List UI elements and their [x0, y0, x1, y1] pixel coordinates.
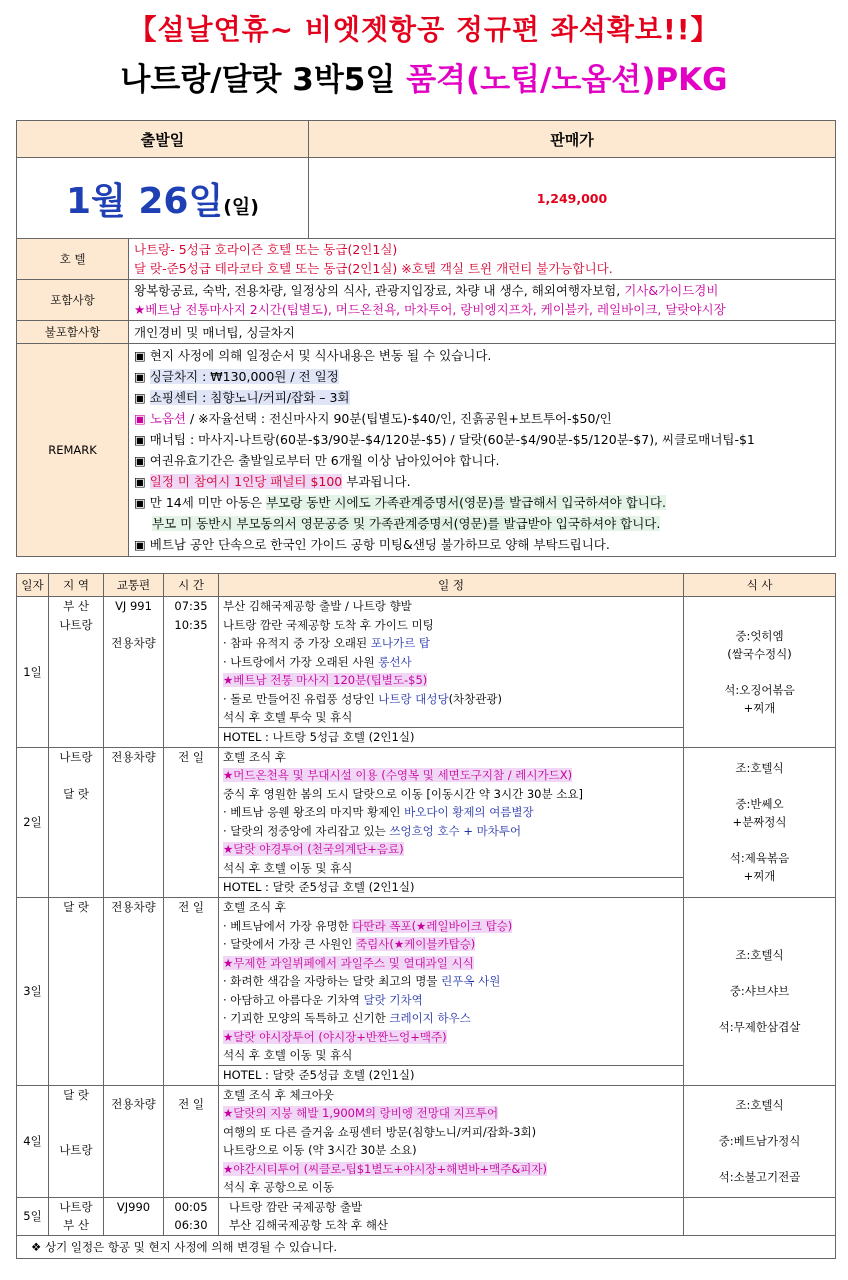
- table-row: 1일 부 산 나트랑 VJ 991 전용차량 07:35 10:35 부산 김해국제공항 출발 / 나트랑 향발 나트랑 깜란 국제공항 도착 후 가이드 미팅 · 참파 유적지 중 가장 오래된 포나가르 탑 · 나트랑에서 가장 오래된 사원 롱선사 ★베트남 전통 마사지 120분(팁별도-$5) · 돌로 만들어진 유럽풍 성당인 나트랑 대성당(차창관광) 석식 후 호텔 투숙 및 휴식 HOTEL : 나트랑 5성급 호텔 (2인1실) 중:엇히엠 (쌀국수정식) 석:오징어볶음 +찌개: [17, 597, 836, 748]
- footnote: ❖ 상기 일정은 항공 및 현지 사정에 의해 변경될 수 있습니다.: [17, 1235, 836, 1258]
- include-info: 왕복항공료, 숙박, 전용차량, 일정상의 식사, 관광지입장료, 차량 내 생수, 해외여행자보험, 기사&가이드경비 ★베트남 전통마사지 2시간(팁별도), 머드온천욕, 마차투어, 랑비엥지프차, 케이블카, 레일바이크, 달랏야시장: [129, 280, 836, 321]
- summary-table: [16, 120, 836, 557]
- col-region: 지 역: [49, 574, 104, 597]
- package-title-main: 나트랑/달랏 3박5일: [120, 62, 407, 98]
- col-day: 일자: [17, 574, 49, 597]
- hotel-info: 나트랑- 5성급 호라이즌 호텔 또는 동급(2인1실) 달 랏-준5성급 테라코타 호텔 또는 동급(2인1실) ※호텔 객실 트윈 개런티 불가능합니다.: [129, 239, 836, 280]
- col-transport: 교통편: [104, 574, 164, 597]
- remark-label: REMARK: [17, 344, 129, 557]
- col-time: 시 간: [164, 574, 219, 597]
- include-label: 포함사항: [17, 280, 129, 321]
- col-meal: 식 사: [684, 574, 836, 597]
- remark-list: ▣ 현지 사정에 의해 일정순서 및 식사내용은 변동 될 수 있습니다. ▣ 싱글차지 : ₩130,000원 / 전 일정 ▣ 쇼핑센터 : 침향노니/커피/잡화 – 3회 ▣ 노옵션 / ※자율선택 : 전신마사지 90분(팁별도)-$40/인, 진흙공원+보트투어-$50/인 ▣ 매너팁 : 마사지-나트랑(60분-$3/90분-$4/120분-$5) / 달랏(60분-$4/90분-$5/120분-$7), 씨클로매너팁-$1 ▣ 여권유효기간은 출발일로부터 만 6개월 이상 남아있어야 합니다. ▣ 일정 미 참여시 1인당 패널티 $100 부과됩니다. ▣ 만 14세 미만 아동은 부모랑 동반 시에도 가족관계증명서(영문)를 발급해서 입국하셔야 합니다. 부모 미 동반시 부모동의서 영문공증 및 가족관계증명서(영문)를 발급받아 입국하셔야 합니다. ▣ 베트남 공안 단속으로 한국인 가이드 공항 미팅&샌딩 불가하므로 양해 부탁드립니다.: [129, 344, 836, 557]
- price-value: 1,249,000: [309, 158, 836, 239]
- exclude-info: 개인경비 및 매너팁, 싱글차지: [129, 321, 836, 344]
- itinerary-table: [16, 573, 836, 1259]
- table-row: 3일 달 랏 전용차량 전 일 호텔 조식 후 · 베트남에서 가장 유명한 다딴라 폭포(★레일바이크 탑승) · 달랏에서 가장 큰 사원인 죽림사(★케이블카탑승) ★무제한 과일뷔페에서 과일주스 및 열대과일 시식 · 화려한 색감을 자랑하는 달랏 최고의 명물 린푸옥 사원 · 아담하고 아름다운 기차역 달랏 기차역 · 기괴한 모양의 독특하고 신기한 크레이지 하우스 ★달랏 야시장투어 (야시장+반짠느엉+맥주) 석식 후 호텔 이동 및 휴식 HOTEL : 달랏 준5성급 호텔 (2인1실) 조:호텔식 중:샤브샤브 석:무제한삼겹살: [17, 898, 836, 1086]
- package-title-pkg: 품격(노팁/노옵션)PKG: [406, 62, 728, 98]
- departure-date: 1월 26일(일): [17, 158, 309, 239]
- table-row: 2일 나트랑 달 랏 전용차량 전 일 호텔 조식 후 ★머드온천욕 및 부대시설 이용 (수영복 및 세면도구지참 / 레시가드X) 중식 후 영원한 봄의 도시 달랏으로 이동 [이동시간 약 3시간 30분 소요] · 베트남 응웬 왕조의 마지막 황제인 바오다이 황제의 여름별장 · 달랏의 정중앙에 자리잡고 있는 쓰엉흐엉 호수 + 마차투어 ★달랏 야경투어 (천국의계단+음료) 석식 후 호텔 이동 및 휴식 HOTEL : 달랏 준5성급 호텔 (2인1실) 조:호텔식 중:반쎄오 +분짜정식 석:제육볶음 +찌개: [17, 747, 836, 898]
- package-title: [0, 54, 848, 99]
- col-schedule: 일 정: [219, 574, 684, 597]
- hotel-label: 호 텔: [17, 239, 129, 280]
- price-header: 판매가: [309, 121, 836, 158]
- table-row: 4일 달 랏 나트랑 전용차량 전 일 호텔 조식 후 체크아웃 ★달랏의 지붕 해발 1,900M의 랑비엥 전망대 지프투어 여행의 또 다른 즐거움 쇼핑센터 방문(침향노니/커피/잡화-3회) 나트랑으로 이동 (약 3시간 30분 소요) ★야간시티투어 (씨클로-팁$1별도+야시장+해변바+맥주&피자) 석식 후 공항으로 이동 조:호텔식 중:베트남가정식 석:소불고기전골: [17, 1085, 836, 1197]
- departure-header: 출발일: [17, 121, 309, 158]
- exclude-label: 불포함사항: [17, 321, 129, 344]
- promo-title: 【설날연휴~ 비엣젯항공 정규편 좌석확보!!】: [128, 13, 720, 46]
- table-row: 5일 나트랑 부 산 VJ990 00:05 06:30 나트랑 깜란 국제공항 출발 부산 김해국제공항 도착 후 해산: [17, 1197, 836, 1235]
